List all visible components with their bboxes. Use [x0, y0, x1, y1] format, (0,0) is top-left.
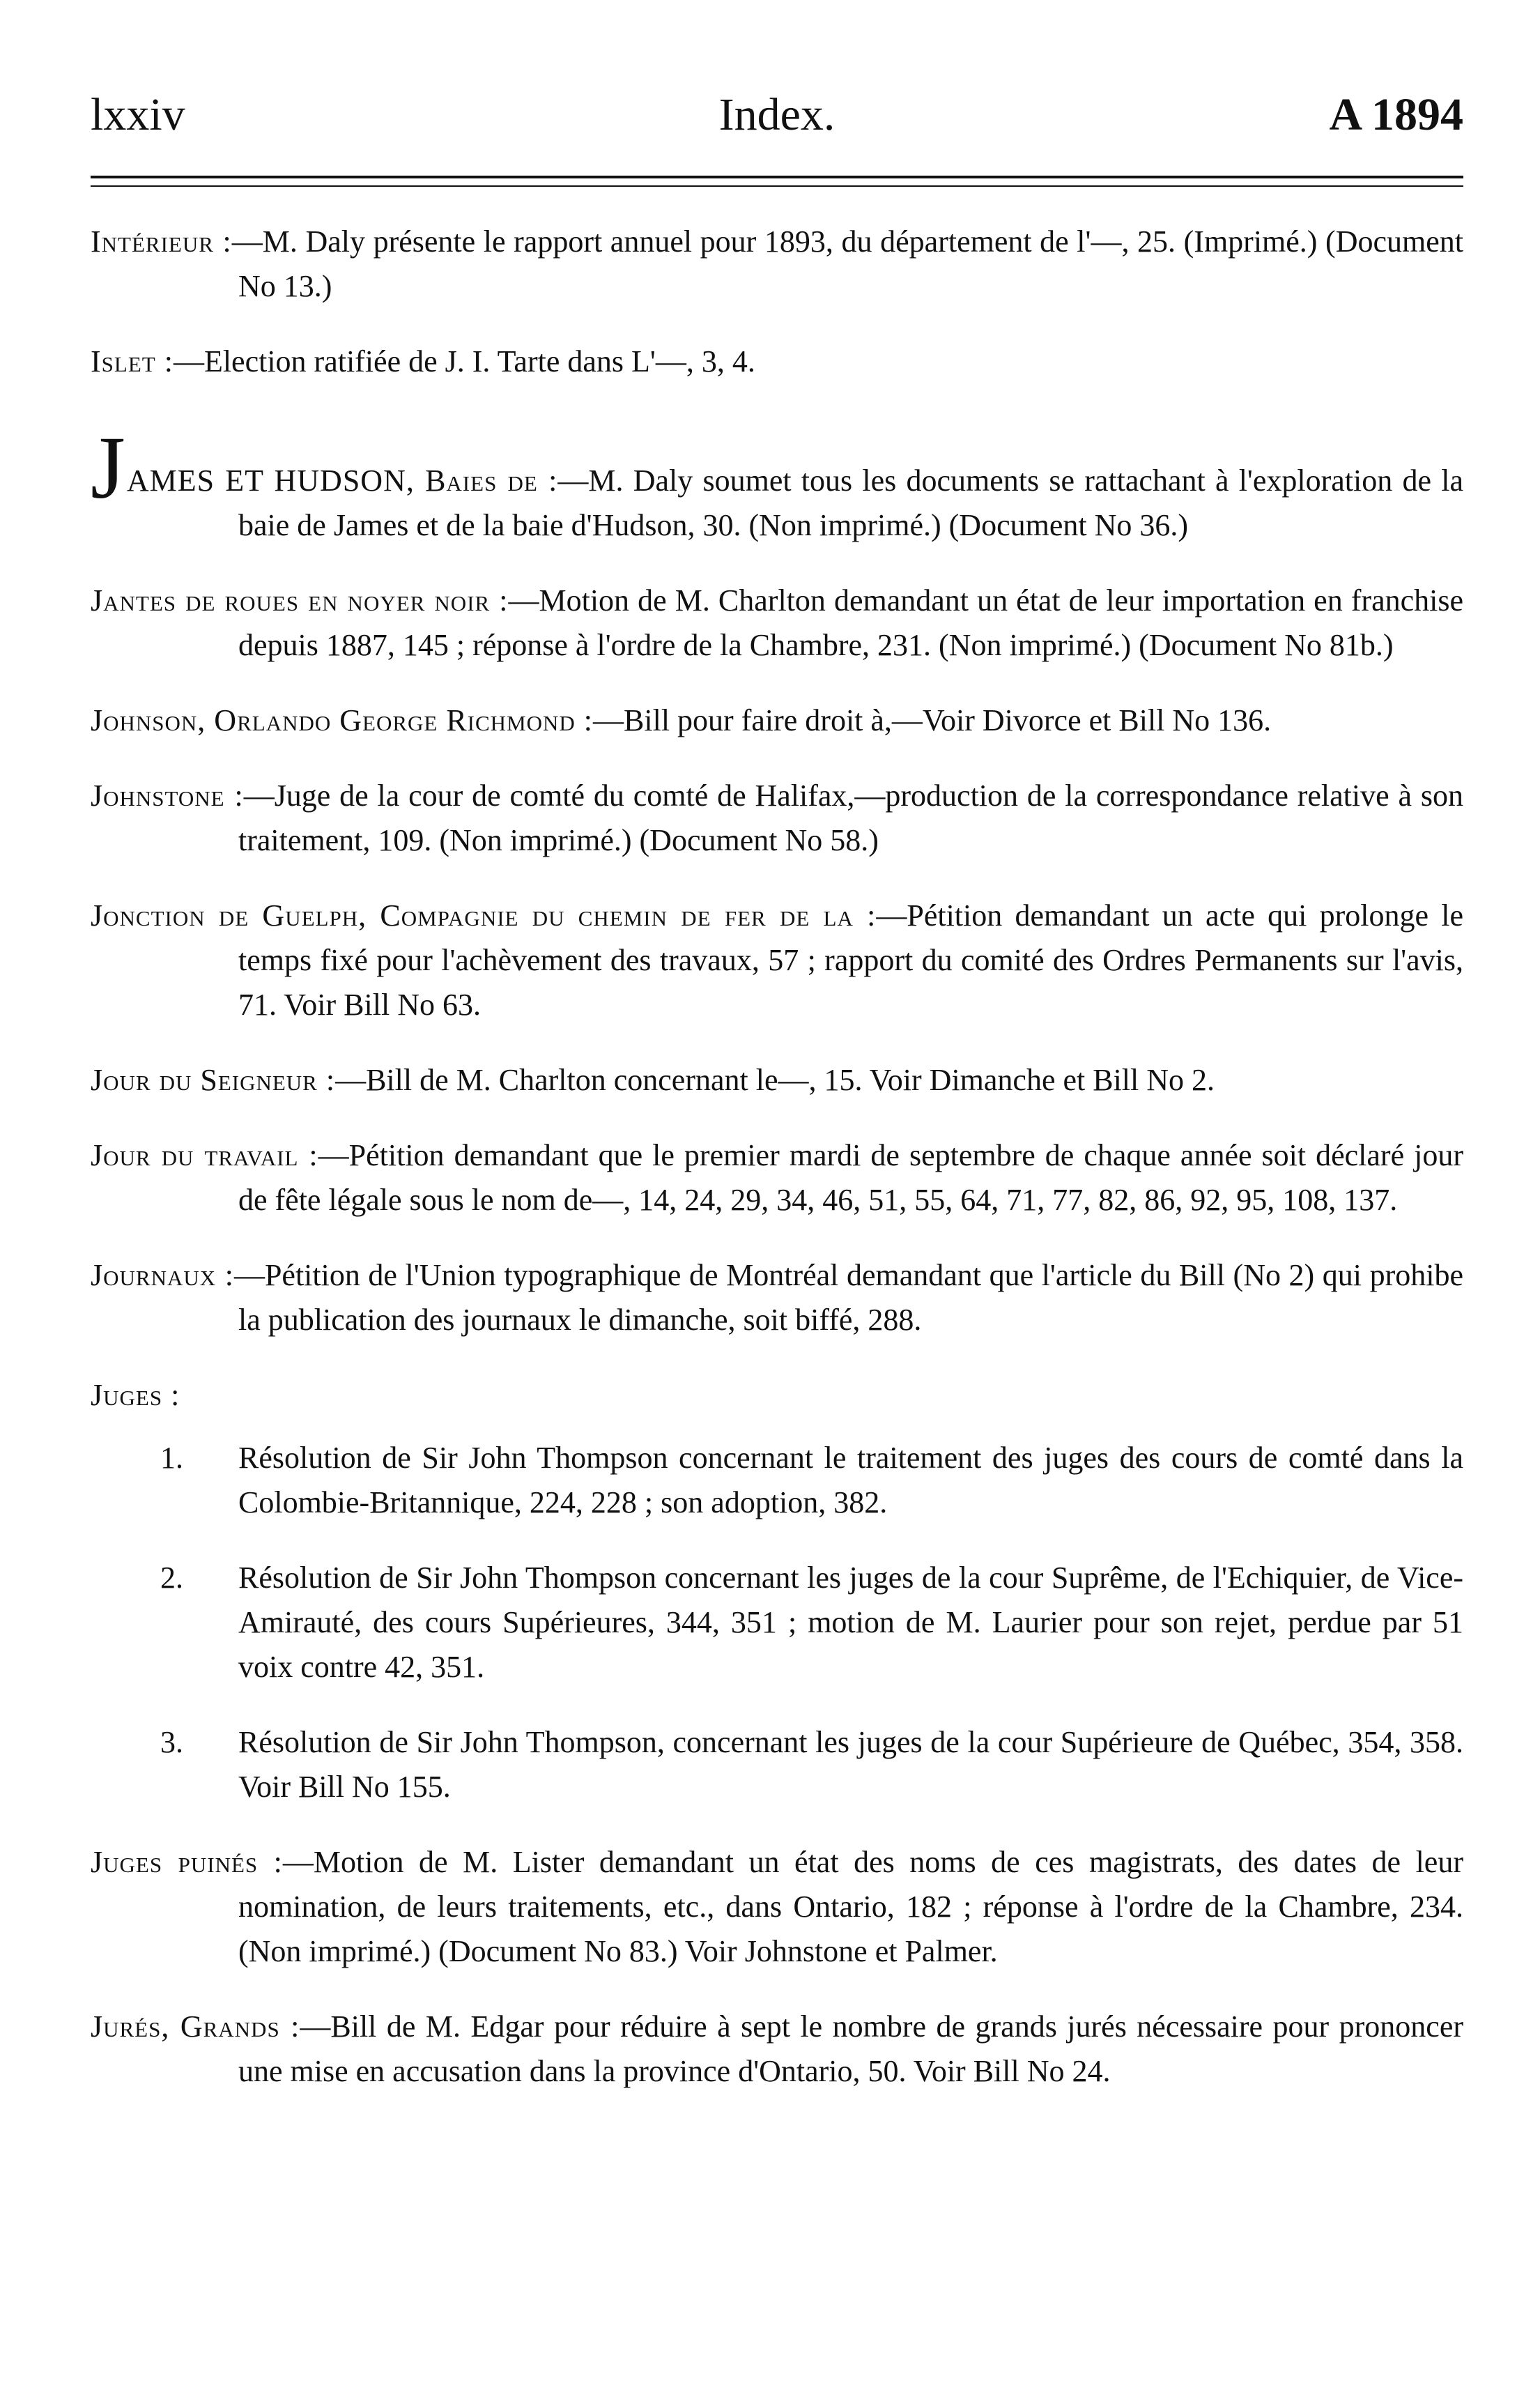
entry-text: —Bill pour faire droit à,—Voir Divorce et Bill No 136.	[593, 703, 1272, 737]
index-entry-jantes	[91, 578, 1463, 668]
index-entry-jour-seigneur	[91, 1058, 1463, 1103]
item-number: 3.	[160, 1725, 183, 1759]
entry-text: —Motion de M. Lister demandant un état des noms de ces magistrats, des dates de leur nomination, de leurs traitements, etc., dans Ontario, 182 ; réponse à l'ordre de la Chambre, 234. (Non imprimé.) (Document No 83.) Voir Johnstone et Palmer.	[238, 1845, 1463, 1968]
item-number: 2.	[160, 1561, 183, 1595]
entry-text: —Pétition demandant un acte qui prolonge le temps fixé pour l'achèvement des travaux, 57 ; rapport du comité des Ordres Permanents sur l'avis, 71. Voir Bill No 63.	[238, 898, 1463, 1022]
index-entry-juges-puines	[91, 1840, 1463, 1974]
index-entry-interieur	[91, 220, 1463, 309]
entry-text: —Bill de M. Edgar pour réduire à sept le nombre de grands jurés nécessaire pour prononcer une mise en accusation dans la province d'Ontario, 50. Voir Bill No 24.	[238, 2009, 1463, 2088]
item-text: Résolution de Sir John Thompson concernant les juges de la cour Suprême, de l'Echiquier, de Vice-Amirauté, des cours Supérieures, 344, 351 ; motion de M. Laurier pour son rejet, perdue par 51 voix contre 42, 351.	[238, 1561, 1463, 1684]
entry-text: —M. Daly soumet tous les documents se rattachant à l'exploration de la baie de James et de la baie d'Hudson, 30. (Non imprimé.) (Document No 36.)	[238, 463, 1463, 542]
page-title: Index.	[718, 89, 836, 140]
index-entry-journaux	[91, 1253, 1463, 1342]
year-label: A 1894	[1329, 89, 1463, 140]
header-rule-thick	[91, 176, 1463, 178]
entry-heading: Juges puinés :	[91, 1845, 283, 1879]
page-number: lxxiv	[91, 89, 185, 140]
entry-heading: Jurés, Grands :	[91, 2009, 300, 2044]
drop-cap: J	[91, 418, 125, 517]
entry-text: —Bill de M. Charlton concernant le—, 15. Voir Dimanche et Bill No 2.	[335, 1063, 1215, 1097]
item-text: Résolution de Sir John Thompson concernant le traitement des juges des cours de comté dans la Colombie-Britannique, 224, 228 ; son adoption, 382.	[238, 1441, 1463, 1519]
index-entry-jures-grands	[91, 2005, 1463, 2094]
entry-heading: AMES ET HUDSON, Baies de :	[126, 463, 558, 498]
juges-item	[91, 1556, 1463, 1689]
entry-heading: Jonction de Guelph, Compagnie du chemin de fer de la :	[91, 898, 877, 933]
juges-item	[91, 1436, 1463, 1525]
entry-heading: Juges :	[91, 1378, 180, 1412]
page-header	[91, 84, 1463, 146]
item-number: 1.	[160, 1441, 183, 1475]
entry-heading: Islet :	[91, 344, 174, 378]
entry-heading: Jour du travail :	[91, 1138, 318, 1172]
entry-heading: Johnson, Orlando George Richmond :	[91, 703, 594, 737]
index-entry-islet	[91, 339, 1463, 384]
entry-heading: Jantes de roues en noyer noir :	[91, 583, 509, 618]
entry-heading: Jour du Seigneur :	[91, 1063, 336, 1097]
entry-text: —Motion de M. Charlton demandant un état de leur importation en franchise depuis 1887, 145 ; réponse à l'ordre de la Chambre, 231. (Non imprimé.) (Document No 81b.)	[238, 583, 1464, 662]
index-entries	[91, 220, 1463, 2124]
entry-heading: Journaux :	[91, 1258, 234, 1292]
index-entry-jonction-guelph	[91, 894, 1463, 1027]
index-entry-johnstone	[91, 774, 1463, 863]
entry-text: —Pétition de l'Union typographique de Montréal demandant que l'article du Bill (No 2) qui prohibe la publication des journaux le dimanche, soit biffé, 288.	[233, 1258, 1463, 1337]
index-entry-juges	[91, 1373, 1463, 1809]
index-entry-johnson	[91, 698, 1463, 743]
juges-item	[91, 1720, 1463, 1809]
entry-text: —Election ratifiée de J. I. Tarte dans L'—, 3, 4.	[173, 344, 755, 378]
entry-heading: Johnstone :	[91, 779, 244, 813]
item-text: Résolution de Sir John Thompson, concernant les juges de la cour Supérieure de Québec, 354, 358. Voir Bill No 155.	[238, 1725, 1463, 1804]
entry-text: —Juge de la cour de comté du comté de Halifax,—production de la correspondance relative à son traitement, 109. (Non imprimé.) (Document No 58.)	[238, 779, 1463, 857]
header-rule-thin	[91, 185, 1463, 187]
index-entry-jour-travail	[91, 1133, 1463, 1223]
entry-heading: Intérieur :	[91, 224, 232, 259]
index-entry-james-hudson	[91, 418, 1463, 548]
entry-text: —Pétition demandant que le premier mardi de septembre de chaque année soit déclaré jour de fête légale sous le nom de—, 14, 24, 29, 34, 46, 51, 55, 64, 71, 77, 82, 86, 92, 95, 108, 137.	[238, 1138, 1463, 1217]
entry-text: —M. Daly présente le rapport annuel pour 1893, du département de l'—, 25. (Imprimé.) (Document No 13.)	[231, 224, 1463, 303]
